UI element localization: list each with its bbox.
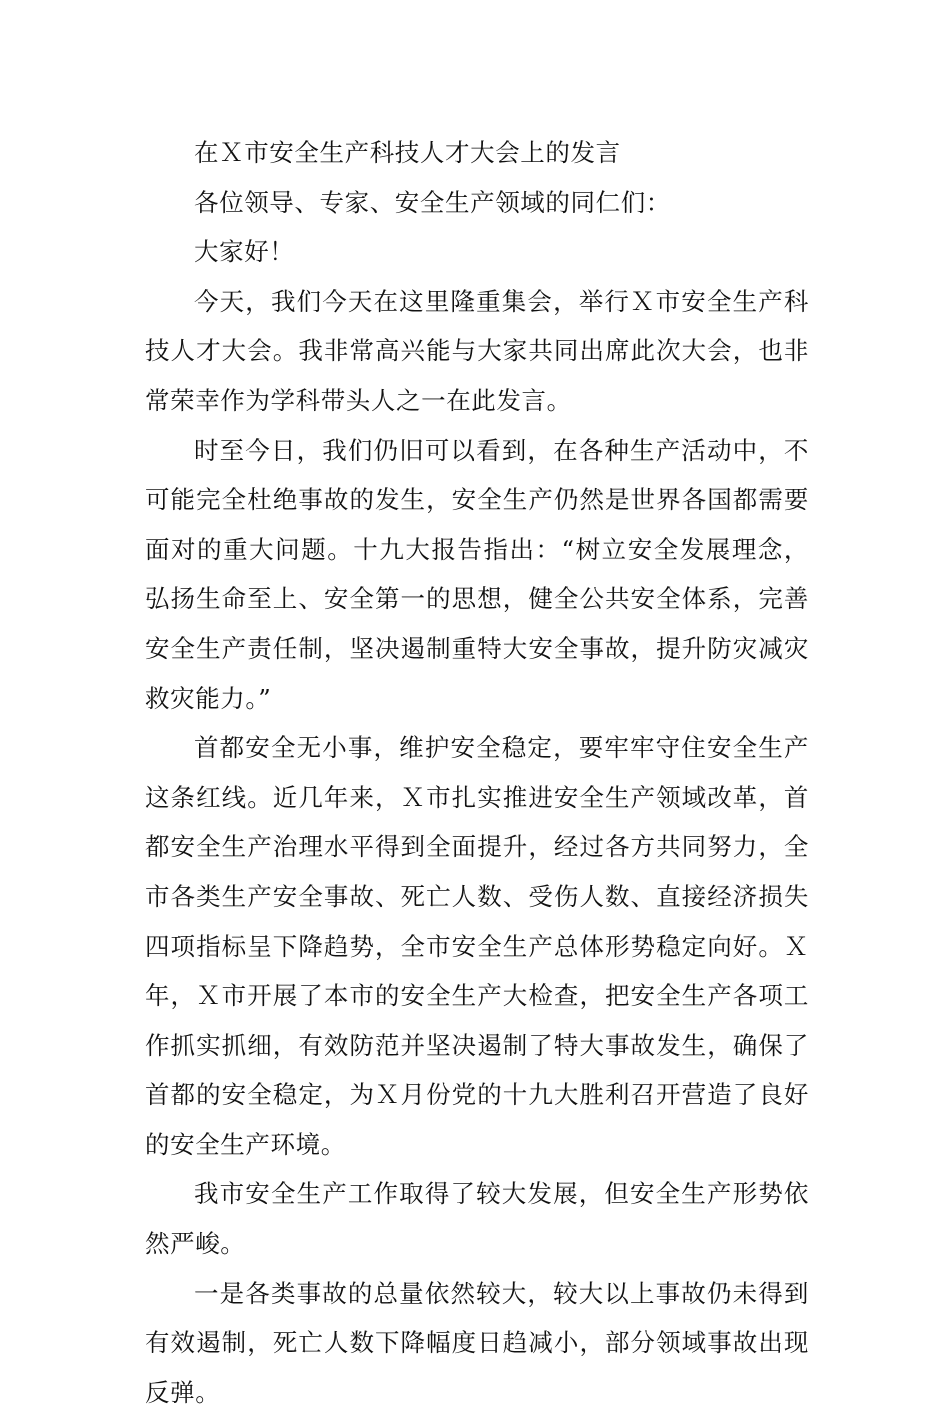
speech-title: 在Ｘ市安全生产科技人才大会上的发言 <box>194 138 621 167</box>
greeting: 大家好！ <box>194 237 295 267</box>
document-body <box>145 128 809 1417</box>
paragraph-situation: 我市安全生产工作取得了较大发展，但安全生产形势依然严峻。 <box>145 1179 809 1259</box>
paragraph-opening: 今天，我们今天在这里隆重集会，举行Ｘ市安全生产科技人才大会。我非常高兴能与大家共同出席此次大会，也非常荣幸作为学科带头人之一在此发言。 <box>145 286 809 415</box>
salutation: 各位领导、专家、安全生产领域的同仁们： <box>194 187 671 217</box>
paragraph-point-one: 一是各类事故的总量依然较大，较大以上事故仍未得到有效遏制，死亡人数下降幅度日趋减小，部分领域事故出现反弹。 <box>145 1278 809 1407</box>
paragraph-capital-safety: 首都安全无小事，维护安全稳定，要牢牢守住安全生产这条红线。近几年来，Ｘ市扎实推进安全生产领域改革，首都安全生产治理水平得到全面提升，经过各方共同努力，全市各类生产安全事故、死亡人数、受伤人数、直接经济损失四项指标呈下降趋势，全市安全生产总体形势稳定向好。Ｘ年，Ｘ市开展了本市的安全生产大检查，把安全生产各项工作抓实抓细，有效防范并坚决遏制了特大事故发生，确保了首都的安全稳定，为Ｘ月份党的十九大胜利召开营造了良好的安全生产环境。 <box>145 733 809 1159</box>
paragraph-safety-issue: 时至今日，我们仍旧可以看到，在各种生产活动中，不可能完全杜绝事故的发生，安全生产仍然是世界各国都需要面对的重大问题。十九大报告指出：“树立安全发展理念，弘扬生命至上、安全第一的思想，健全公共安全体系，完善安全生产责任制，坚决遏制重特大安全事故，提升防灾减灾救灾能力。” <box>145 435 809 713</box>
